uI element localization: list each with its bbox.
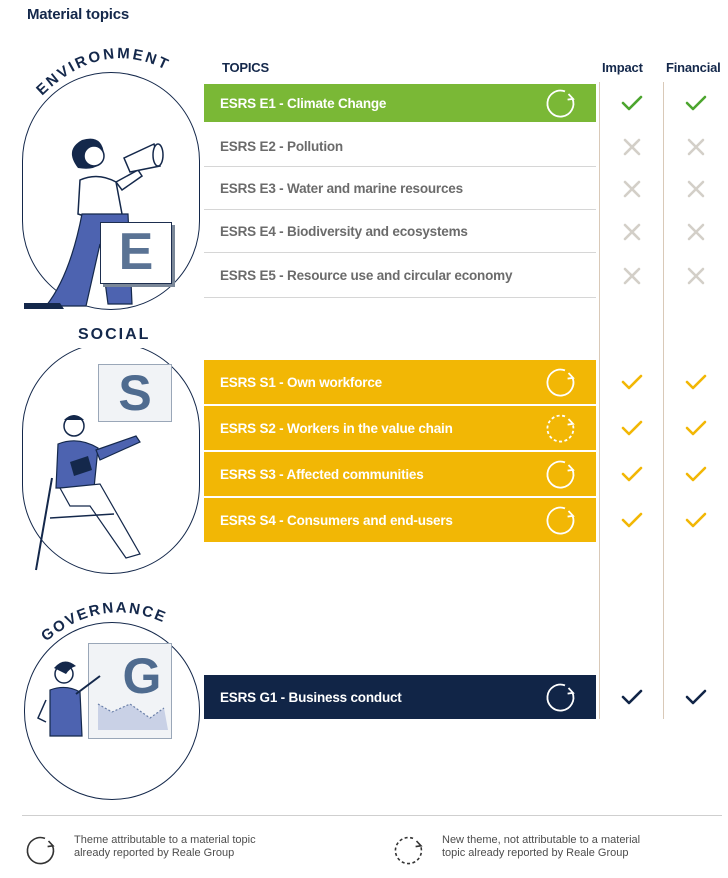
topic-row-e1[interactable] bbox=[204, 84, 596, 122]
topic-label: ESRS S3 - Affected communities bbox=[220, 466, 424, 482]
impact-check-icon bbox=[620, 93, 644, 113]
impact-check-icon bbox=[620, 372, 644, 392]
governance-label-text: GOVERNANCE bbox=[38, 599, 170, 645]
seated-man-illustration bbox=[30, 408, 200, 580]
svg-text:GOVERNANCE bbox=[38, 599, 169, 645]
impact-cross-icon bbox=[620, 266, 644, 286]
social-section-label: SOCIAL bbox=[78, 326, 151, 343]
legend-attributable-text bbox=[74, 834, 256, 860]
topic-label: ESRS E5 - Resource use and circular economy bbox=[220, 268, 513, 283]
impact-check-icon bbox=[620, 418, 644, 438]
solid-refresh-circle-icon bbox=[544, 87, 576, 119]
topic-row-e4[interactable] bbox=[204, 211, 596, 253]
topic-row-s1[interactable] bbox=[204, 360, 596, 404]
legend-new-text bbox=[442, 834, 640, 860]
dashed-refresh-circle-icon bbox=[392, 834, 424, 866]
financial-cross-icon bbox=[684, 266, 708, 286]
solid-refresh-circle-icon bbox=[544, 504, 576, 536]
topic-row-s2[interactable] bbox=[204, 406, 596, 450]
governance-letter: G bbox=[122, 648, 162, 704]
impact-check-icon bbox=[620, 687, 644, 707]
financial-column-divider bbox=[663, 82, 664, 719]
impact-cross-icon bbox=[620, 222, 644, 242]
financial-cross-icon bbox=[684, 137, 708, 157]
topic-row-e2[interactable] bbox=[204, 127, 596, 167]
financial-check-icon bbox=[684, 510, 708, 530]
topic-label: ESRS S4 - Consumers and end-users bbox=[220, 512, 453, 528]
solid-refresh-circle-icon bbox=[24, 834, 56, 866]
environment-letter: E bbox=[118, 223, 154, 281]
financial-check-icon bbox=[684, 93, 708, 113]
topic-label: ESRS E4 - Biodiversity and ecosystems bbox=[220, 224, 468, 239]
environment-section-label bbox=[20, 34, 205, 104]
topic-label: ESRS G1 - Business conduct bbox=[220, 689, 402, 705]
presenter-illustration bbox=[36, 660, 176, 744]
financial-check-icon bbox=[684, 464, 708, 484]
impact-column-header: Impact bbox=[602, 60, 643, 75]
financial-check-icon bbox=[684, 372, 708, 392]
legend-divider bbox=[22, 815, 722, 816]
legend-new-line1: New theme, not attributable to a material bbox=[442, 834, 641, 846]
solid-refresh-circle-icon bbox=[544, 458, 576, 490]
financial-column-header: Financial bbox=[666, 60, 721, 75]
solid-refresh-circle-icon bbox=[544, 681, 576, 713]
impact-cross-icon bbox=[620, 137, 644, 157]
impact-check-icon bbox=[620, 510, 644, 530]
legend-attributable-line1: Theme attributable to a material topic bbox=[74, 834, 256, 846]
governance-section-label bbox=[30, 590, 205, 650]
topics-column-header: TOPICS bbox=[222, 60, 269, 75]
svg-text:ENVIRONMENT bbox=[33, 45, 173, 99]
impact-cross-icon bbox=[620, 179, 644, 199]
solid-refresh-circle-icon bbox=[544, 366, 576, 398]
topic-label: ESRS E2 - Pollution bbox=[220, 139, 343, 154]
topic-row-e3[interactable] bbox=[204, 168, 596, 210]
topic-label: ESRS E1 - Climate Change bbox=[220, 95, 387, 111]
topic-row-e5[interactable] bbox=[204, 254, 596, 298]
topic-row-s3[interactable] bbox=[204, 452, 596, 496]
impact-column-divider bbox=[599, 82, 600, 719]
legend-new-line2: topic already reported by Reale Group bbox=[442, 847, 629, 859]
page-title: Material topics bbox=[27, 6, 130, 23]
topic-label: ESRS E3 - Water and marine resources bbox=[220, 181, 463, 196]
topic-row-g1[interactable] bbox=[204, 675, 596, 719]
financial-check-icon bbox=[684, 687, 708, 707]
financial-check-icon bbox=[684, 418, 708, 438]
dashed-refresh-circle-icon bbox=[544, 412, 576, 444]
social-letter: S bbox=[118, 365, 152, 421]
topic-row-s4[interactable] bbox=[204, 498, 596, 542]
environment-label-text: ENVIRONMENT bbox=[33, 45, 173, 99]
impact-check-icon bbox=[620, 464, 644, 484]
legend-attributable-line2: already reported by Reale Group bbox=[74, 847, 235, 859]
topic-label: ESRS S2 - Workers in the value chain bbox=[220, 420, 453, 436]
financial-cross-icon bbox=[684, 179, 708, 199]
financial-cross-icon bbox=[684, 222, 708, 242]
topic-label: ESRS S1 - Own workforce bbox=[220, 374, 382, 390]
